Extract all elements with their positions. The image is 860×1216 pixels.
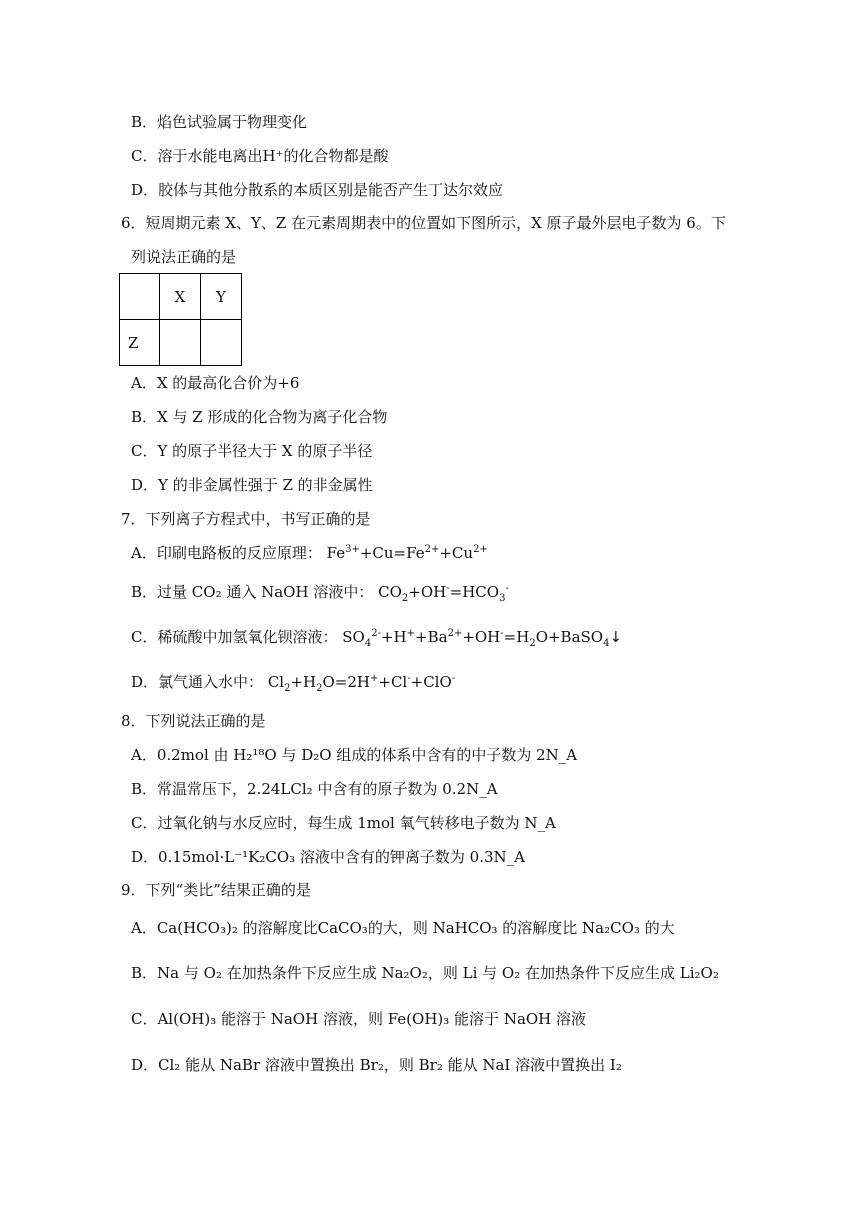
q7-option-c-label: C．稀硫酸中加氢氧化钡溶液： (131, 628, 338, 646)
q6-stem-line1: 6．短周期元素 X、Y、Z 在元素周期表中的位置如下图所示，X 原子最外层电子数为 6。下 (121, 214, 726, 232)
q5-option-d: D．胶体与其他分散系的本质区别是能否产生丁达尔效应 (131, 181, 504, 199)
q6-option-a: A．X 的最高化合价为+6 (131, 374, 300, 392)
periodic-table-fragment (119, 273, 242, 366)
q7-option-b-equation: $CO_2+OH^-=HCO_3^-$ (378, 583, 509, 604)
table-cell-empty (120, 274, 160, 320)
table-cell-y: Y (201, 274, 242, 320)
q9-option-c: C．Al(OH)₃ 能溶于 NaOH 溶液，则 Fe(OH)₃ 能溶于 NaOH 溶液 (131, 1010, 587, 1028)
q8-option-c: C．过氧化钠与水反应时，每生成 1mol 氧气转移电子数为 N_A (131, 814, 556, 832)
q9-option-a: A．Ca(HCO₃)₂ 的溶解度比CaCO₃的大，则 NaHCO₃ 的溶解度比 Na₂CO₃ 的大 (131, 919, 675, 937)
q7-option-c (131, 627, 622, 647)
q8-stem: 8．下列说法正确的是 (121, 712, 266, 730)
q7-option-d-label: D．氯气通入水中： (131, 673, 264, 691)
q7-option-c-equation: $SO_4^{2-}+H^++Ba^{2+}+OH^-=H_2O+BaSO_4↓$ (342, 628, 623, 649)
q5-option-b: B．焰色试验属于物理变化 (131, 113, 308, 131)
q7-option-b (131, 582, 509, 602)
q7-option-b-label: B．过量 CO₂ 通入 NaOH 溶液中： (131, 583, 374, 601)
q8-option-b: B．常温常压下，2.24LCl₂ 中含有的原子数为 0.2N_A (131, 780, 498, 798)
q6-option-c: C．Y 的原子半径大于 X 的原子半径 (131, 442, 373, 460)
q8-option-a: A．0.2mol 由 H₂¹⁸O 与 D₂O 组成的体系中含有的中子数为 2N_A (131, 746, 578, 764)
table-cell-z: Z (120, 320, 160, 366)
q8-option-d: D．0.15mol·L⁻¹K₂CO₃ 溶液中含有的钾离子数为 0.3N_A (131, 848, 525, 866)
q9-option-b: B．Na 与 O₂ 在加热条件下反应生成 Na₂O₂，则 Li 与 O₂ 在加热条件下反应生成 Li₂O₂ (131, 964, 719, 982)
table-cell-x: X (160, 274, 201, 320)
q5-option-c: C．溶于水能电离出H⁺的化合物都是酸 (131, 147, 389, 165)
precipitate-arrow-icon: ↓ (609, 628, 623, 646)
q9-stem: 9．下列“类比”结果正确的是 (121, 881, 311, 899)
table-cell-empty (201, 320, 242, 366)
q7-option-d (131, 672, 455, 692)
q6-stem-line2: 列说法正确的是 (131, 248, 237, 266)
q7-option-a (131, 543, 488, 563)
q7-stem: 7．下列离子方程式中，书写正确的是 (121, 510, 371, 528)
q7-option-a-equation: $Fe^{3+}+Cu=Fe^{2+}+Cu^{2+}$ (326, 544, 488, 562)
table-cell-empty (160, 320, 201, 366)
q9-option-d: D．Cl₂ 能从 NaBr 溶液中置换出 Br₂，则 Br₂ 能从 NaI 溶液中置换出 I₂ (131, 1056, 622, 1074)
q7-option-d-equation: $Cl_2+H_2O=2H^++Cl^-+ClO^-$ (267, 673, 456, 694)
q7-option-a-label: A．印刷电路板的反应原理： (131, 544, 322, 562)
q6-option-d: D．Y 的非金属性强于 Z 的非金属性 (131, 476, 373, 494)
q6-option-b: B．X 与 Z 形成的化合物为离子化合物 (131, 408, 388, 426)
